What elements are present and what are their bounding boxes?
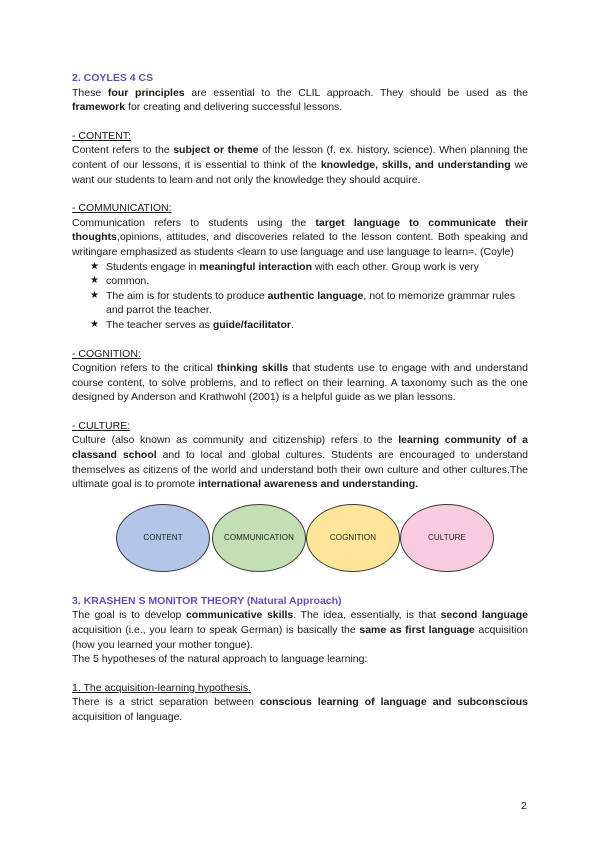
communication-ellipse: COMMUNICATION bbox=[212, 504, 306, 572]
list-item bbox=[90, 289, 528, 318]
page-number: 2 bbox=[521, 800, 527, 812]
text: that students use to engage with and understand course content, to solve problems, and to reflect on their learning. A taxonomy such as the one designed by Anderson and Krathwohl (2001) is a helpful guide as we plan lessons. bbox=[72, 362, 528, 404]
four-cs-diagram bbox=[72, 504, 528, 584]
text: . The idea, essentially, is that bbox=[293, 609, 441, 622]
bold-text: subject or theme bbox=[173, 144, 259, 157]
communication-label: - COMMUNICATION: bbox=[72, 202, 172, 215]
bold-text: second language bbox=[440, 609, 528, 622]
cognition-ellipse: COGNITION bbox=[306, 504, 400, 572]
bold-text: four principles bbox=[107, 86, 185, 99]
intro-paragraph bbox=[72, 86, 528, 115]
text: common. bbox=[106, 275, 150, 288]
content-ellipse: CONTENT bbox=[116, 504, 210, 572]
text: ,opinions, attitudes, and discoveries related to the lesson content. Both speaking and writingare emphasized as students <learn to use language and use language to learn=. (Coyle) bbox=[72, 231, 528, 258]
star-icon: ★ bbox=[90, 260, 99, 272]
bold-text: same as first language bbox=[359, 624, 475, 637]
section-heading: 2. COYLES 4 CS bbox=[72, 72, 154, 84]
bold-text: guide/facilitator bbox=[212, 318, 291, 331]
bold-text: thinking skills bbox=[217, 362, 289, 375]
text: for creating and delivering successful lessons. bbox=[125, 101, 343, 114]
text: Content refers to the bbox=[72, 144, 174, 157]
text: There is a strict separation between bbox=[72, 696, 260, 709]
bold-text: authentic language bbox=[267, 289, 364, 302]
bold-text: framework bbox=[72, 101, 126, 114]
culture-paragraph bbox=[72, 433, 528, 491]
text: and to local and global cultures. Students are encouraged to understand themselves as citizens of the world and understand both their own culture and other cultures.The ultimate goal is to promote bbox=[72, 449, 528, 491]
star-icon: ★ bbox=[90, 318, 99, 330]
communication-bullet-list bbox=[72, 260, 528, 333]
text: The aim is for students to produce bbox=[106, 289, 268, 302]
star-icon: ★ bbox=[90, 289, 99, 301]
list-item bbox=[90, 274, 528, 289]
culture-label: - CULTURE: bbox=[72, 419, 131, 432]
culture-ellipse: CULTURE bbox=[400, 504, 494, 572]
communication-paragraph bbox=[72, 216, 528, 260]
text: we want our students to learn and not only the knowledge they should acquire. bbox=[72, 158, 528, 186]
text: The teacher serves as bbox=[106, 318, 213, 331]
text: Culture (also known as community and citizenship) refers to the bbox=[72, 434, 399, 447]
star-icon: ★ bbox=[90, 275, 99, 287]
section-heading: 3. KRASHEN S MONITOR THEORY (Natural Approach) bbox=[72, 594, 342, 607]
list-item bbox=[90, 318, 528, 333]
cognition-label: - COGNITION: bbox=[72, 347, 141, 360]
text: are essential to the CLIL approach. They should be used as the bbox=[184, 86, 528, 99]
bold-text: learning community of a classand school bbox=[72, 434, 528, 462]
bold-text: communicative skills bbox=[185, 609, 294, 622]
bold-text: conscious learning of language and subconscious bbox=[259, 696, 528, 709]
hypothesis-1-paragraph bbox=[72, 695, 528, 724]
bold-text: international awareness and understanding. bbox=[198, 478, 419, 491]
list-item bbox=[90, 260, 528, 275]
document-page bbox=[72, 71, 528, 725]
text: of the lesson (f. ex. history, science). When planning the content of our lessons, it is essential to think of the bbox=[72, 144, 528, 171]
text: Communication refers to students using the bbox=[72, 216, 316, 229]
text: The goal is to develop bbox=[72, 609, 186, 622]
text: acquisition of language. bbox=[72, 711, 183, 723]
text: These bbox=[72, 86, 108, 99]
text: , not to memorize grammar rules and parrot the teacher. bbox=[106, 289, 516, 317]
content-paragraph bbox=[72, 143, 528, 187]
text: Cognition refers to the critical bbox=[72, 362, 217, 375]
cognition-paragraph bbox=[72, 361, 528, 405]
text: . bbox=[291, 318, 294, 331]
hypothesis-1-label: 1. The acquisition-learning hypothesis. bbox=[72, 681, 251, 694]
text: with each other. Group work is very bbox=[312, 260, 479, 273]
bold-text: target language to communicate their thoughts bbox=[72, 216, 528, 244]
content-label: - CONTENT: bbox=[72, 129, 131, 142]
bold-text: knowledge, skills, and understanding bbox=[320, 158, 511, 171]
krashen-intro-paragraph bbox=[72, 608, 528, 652]
text: Students engage in bbox=[106, 260, 200, 273]
text: acquisition (how you learned your mother tongue). bbox=[72, 624, 529, 651]
hypotheses-intro: The 5 hypotheses of the natural approach to language learning: bbox=[72, 653, 368, 666]
text: acquisition (i.e., you learn to speak German) is basically the bbox=[72, 624, 360, 637]
bold-text: meaningful interaction bbox=[199, 260, 313, 273]
